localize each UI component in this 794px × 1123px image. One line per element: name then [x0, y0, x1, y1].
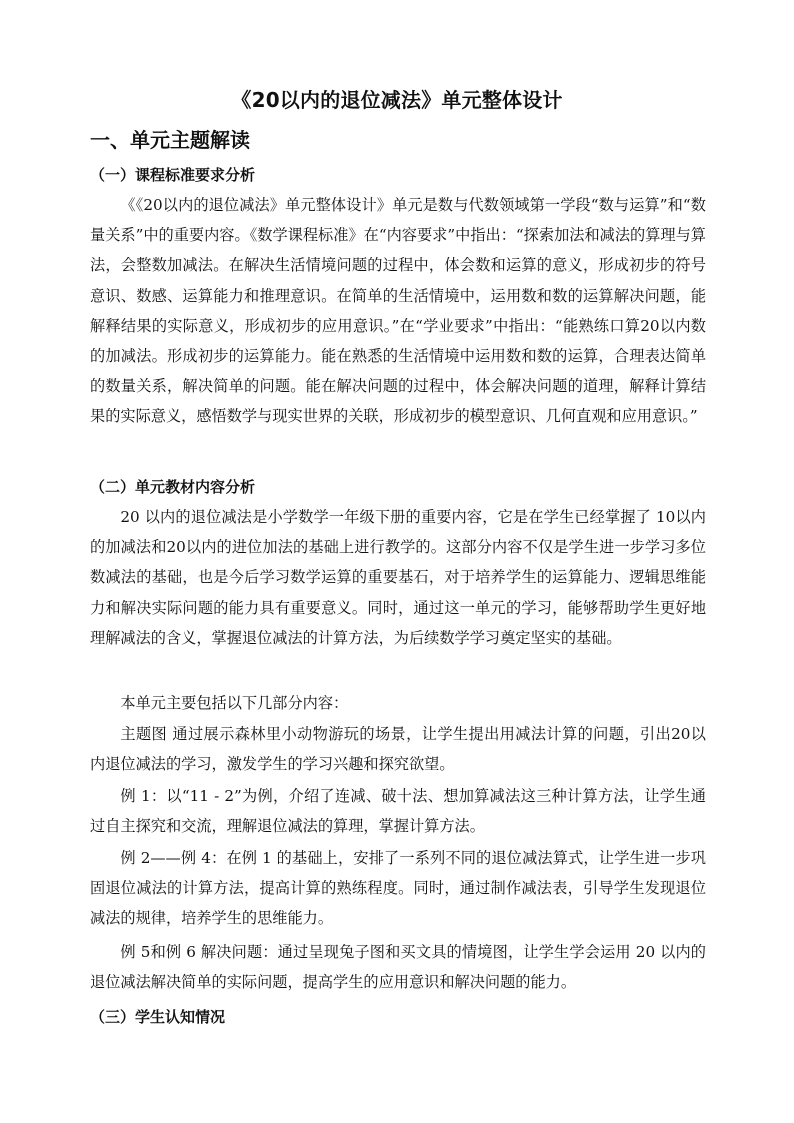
paragraph-examples-5-6: 例 5和例 6 解决问题：通过呈现兔子图和买文具的情境图，让学生学会运用 20 以内的退位减法解决简单的实际问题，提高学生的应用意识和解决问题的能力。: [90, 943, 706, 992]
section-heading-1: 一、单元主题解读: [90, 128, 250, 152]
paragraph-unit-intro: 本单元主要包括以下几部分内容：: [120, 694, 349, 712]
subsection-heading-3: （三）学生认知情况: [90, 1008, 226, 1026]
subsection-heading-2: （二）单元教材内容分析: [90, 478, 256, 496]
subsection-heading-1: （一）课程标准要求分析: [90, 166, 256, 184]
paragraph-content-overview: 20 以内的退位减法是小学数学一年级下册的重要内容，它是在学生已经掌握了 10以内的加减法和20以内的进位加法的基础上进行教学的。这部分内容不仅是学生进一步学习多位数减法的基础，也是今后学习数学运算的重要基石，对于培养学生的运算能力、逻辑思维能力和解决实际问题的能力具有重要意义。同时，通过这一单元的学习，能够帮助学生更好地理解减法的含义，掌握退位减法的计算方法，为后续数学学习奠定坚实的基础。: [90, 508, 706, 647]
paragraph-example-1: 例 1：以“11 - 2”为例，介绍了连减、破十法、想加算减法这三种计算方法，让学生通过自主探究和交流，理解退位减法的算理，掌握计算方法。: [90, 787, 706, 836]
paragraph-theme-picture: 主题图 通过展示森林里小动物游玩的场景，让学生提出用减法计算的问题，引出20以内退位减法的学习，激发学生的学习兴趣和探究欲望。: [90, 725, 706, 774]
paragraph-examples-2-4: 例 2——例 4：在例 1 的基础上，安排了一系列不同的退位减法算式，让学生进一步巩固退位减法的计算方法，提高计算的熟练程度。同时，通过制作减法表，引导学生发现退位减法的规律，培养学生的思维能力。: [90, 849, 706, 928]
paragraph-curriculum-standard: 《《20以内的退位减法》单元整体设计》单元是数与代数领域第一学段“数与运算”和“数量关系”中的重要内容。《数学课程标准》在“内容要求”中指出：“探索加法和减法的算理与算法，会整数加减法。在解决生活情境问题的过程中，体会数和运算的意义，形成初步的符号意识、数感、运算能力和推理意识。在简单的生活情境中，运用数和数的运算解决问题，能解释结果的实际意义，形成初步的应用意识。”在“学业要求”中指出：“能熟练口算20以内数的加减法。形成初步的运算能力。能在熟悉的生活情境中运用数和数的运算，合理表达简单的数量关系，解决简单的问题。能在解决问题的过程中，体会解决问题的道理，解释计算结果的实际意义，感悟数学与现实世界的关联，形成初步的模型意识、几何直观和应用意识。”: [90, 196, 706, 426]
document-title: 《20以内的退位减法》单元整体设计: [231, 88, 563, 112]
